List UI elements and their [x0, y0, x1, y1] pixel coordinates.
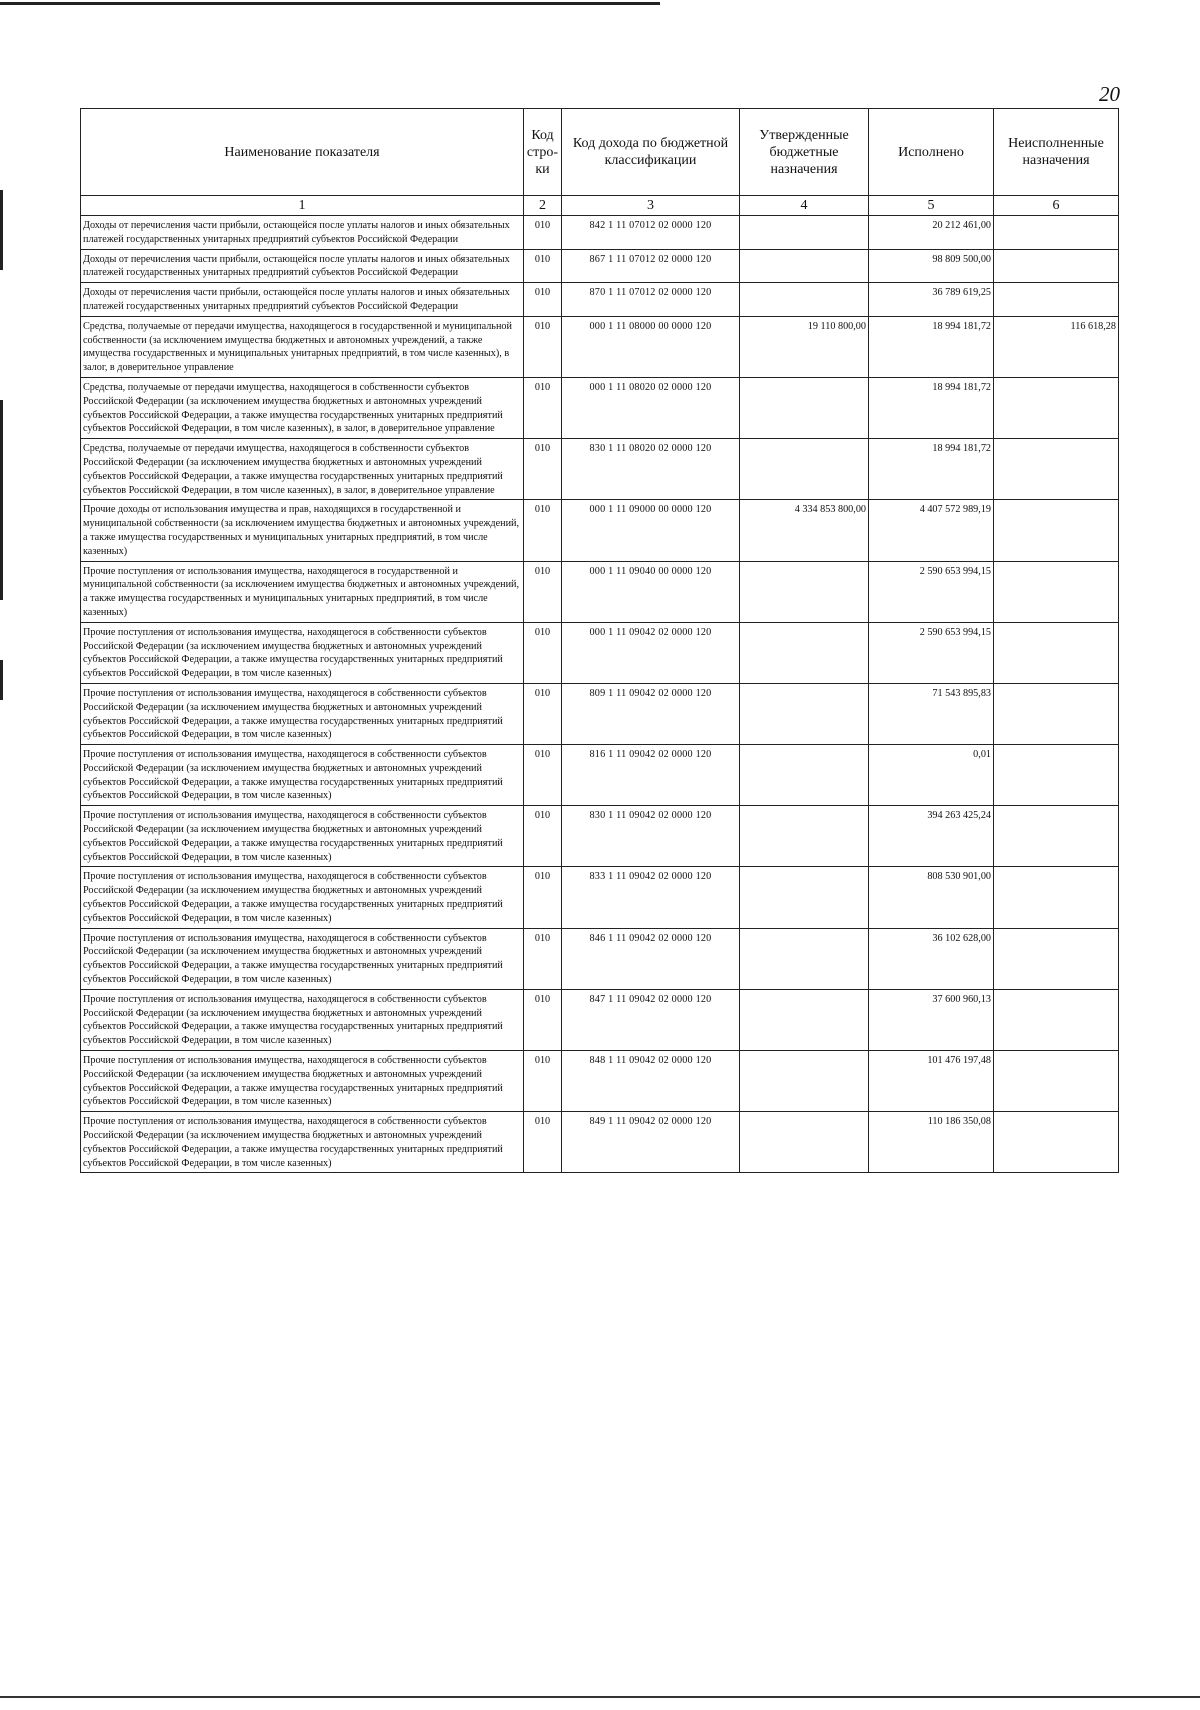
column-number: 3 [562, 196, 740, 216]
row-approved-cell [740, 745, 869, 806]
header-name: Наименование показателя [81, 109, 524, 196]
table-row [81, 745, 1119, 806]
row-name-cell: Прочие поступления от использования имущества, находящегося в собственности субъектов Российской Федерации (за исключением имущества бюджетных и автономных учреждений субъектов Российской Федерации, а также имущества государственных унитарных предприятий субъектов Российской Федерации, в том числе казенных) [81, 683, 524, 744]
row-approved-cell [740, 683, 869, 744]
row-unexecuted-cell [994, 500, 1119, 561]
row-executed-cell: 71 543 895,83 [869, 683, 994, 744]
row-approved-cell [740, 216, 869, 250]
row-name-cell: Прочие поступления от использования имущества, находящегося в собственности субъектов Российской Федерации (за исключением имущества бюджетных и автономных учреждений субъектов Российской Федерации, а также имущества государственных унитарных предприятий субъектов Российской Федерации, в том числе казенных) [81, 989, 524, 1050]
row-unexecuted-cell [994, 561, 1119, 622]
row-approved-cell [740, 806, 869, 867]
row-unexecuted-cell [994, 867, 1119, 928]
table-row [81, 316, 1119, 377]
header-kbk: Код дохода по бюджетной классификации [562, 109, 740, 196]
row-executed-cell: 0,01 [869, 745, 994, 806]
row-executed-cell: 37 600 960,13 [869, 989, 994, 1050]
row-name-cell: Прочие доходы от использования имущества и прав, находящихся в государственной и муниципальной собственности (за исключением имущества бюджетных и автономных учреждений, а также имущества государственных и муниципальных унитарных предприятий, в том числе казенных) [81, 500, 524, 561]
scan-edge-mark [0, 660, 3, 700]
row-kbk-cell: 809 1 11 09042 02 0000 120 [562, 683, 740, 744]
row-unexecuted-cell [994, 249, 1119, 283]
row-approved-cell [740, 561, 869, 622]
column-number: 1 [81, 196, 524, 216]
row-approved-cell [740, 1051, 869, 1112]
row-approved-cell [740, 928, 869, 989]
row-code-cell: 010 [524, 683, 562, 744]
row-code-cell: 010 [524, 1051, 562, 1112]
row-executed-cell: 36 102 628,00 [869, 928, 994, 989]
row-approved-cell: 19 110 800,00 [740, 316, 869, 377]
column-number: 2 [524, 196, 562, 216]
table-row [81, 561, 1119, 622]
row-unexecuted-cell [994, 377, 1119, 438]
table-row [81, 1112, 1119, 1173]
row-unexecuted-cell [994, 683, 1119, 744]
table-row [81, 439, 1119, 500]
row-kbk-cell: 833 1 11 09042 02 0000 120 [562, 867, 740, 928]
row-kbk-cell: 000 1 11 09040 00 0000 120 [562, 561, 740, 622]
row-name-cell: Прочие поступления от использования имущества, находящегося в собственности субъектов Российской Федерации (за исключением имущества бюджетных и автономных учреждений субъектов Российской Федерации, а также имущества государственных унитарных предприятий субъектов Российской Федерации, в том числе казенных) [81, 867, 524, 928]
row-code-cell: 010 [524, 806, 562, 867]
row-approved-cell [740, 439, 869, 500]
row-name-cell: Прочие поступления от использования имущества, находящегося в собственности субъектов Российской Федерации (за исключением имущества бюджетных и автономных учреждений субъектов Российской Федерации, а также имущества государственных унитарных предприятий субъектов Российской Федерации, в том числе казенных) [81, 806, 524, 867]
table-row [81, 989, 1119, 1050]
header-row [81, 109, 1119, 196]
row-approved-cell [740, 1112, 869, 1173]
table-row [81, 500, 1119, 561]
row-executed-cell: 98 809 500,00 [869, 249, 994, 283]
row-name-cell: Прочие поступления от использования имущества, находящегося в собственности субъектов Российской Федерации (за исключением имущества бюджетных и автономных учреждений субъектов Российской Федерации, а также имущества государственных унитарных предприятий субъектов Российской Федерации, в том числе казенных) [81, 928, 524, 989]
row-kbk-cell: 000 1 11 08000 00 0000 120 [562, 316, 740, 377]
row-name-cell: Прочие поступления от использования имущества, находящегося в государственной и муниципальной собственности (за исключением имущества бюджетных и автономных учреждений, а также имущества государственных и муниципальных унитарных предприятий, в том числе казенных) [81, 561, 524, 622]
row-name-cell: Доходы от перечисления части прибыли, остающейся после уплаты налогов и иных обязательных платежей государственных унитарных предприятий субъектов Российской Федерации [81, 249, 524, 283]
row-executed-cell: 808 530 901,00 [869, 867, 994, 928]
header-unexecuted: Неисполненные назначения [994, 109, 1119, 196]
row-kbk-cell: 870 1 11 07012 02 0000 120 [562, 283, 740, 317]
row-kbk-cell: 847 1 11 09042 02 0000 120 [562, 989, 740, 1050]
row-kbk-cell: 830 1 11 09042 02 0000 120 [562, 806, 740, 867]
row-executed-cell: 20 212 461,00 [869, 216, 994, 250]
row-executed-cell: 4 407 572 989,19 [869, 500, 994, 561]
row-executed-cell: 2 590 653 994,15 [869, 622, 994, 683]
row-code-cell: 010 [524, 989, 562, 1050]
scan-edge-mark [0, 400, 3, 600]
row-kbk-cell: 816 1 11 09042 02 0000 120 [562, 745, 740, 806]
row-executed-cell: 101 476 197,48 [869, 1051, 994, 1112]
table-row [81, 216, 1119, 250]
row-unexecuted-cell [994, 1051, 1119, 1112]
header-approved: Утвержденные бюджетные назначения [740, 109, 869, 196]
row-code-cell: 010 [524, 249, 562, 283]
row-approved-cell [740, 283, 869, 317]
row-kbk-cell: 000 1 11 09000 00 0000 120 [562, 500, 740, 561]
row-executed-cell: 18 994 181,72 [869, 377, 994, 438]
row-kbk-cell: 846 1 11 09042 02 0000 120 [562, 928, 740, 989]
table-body [81, 216, 1119, 1173]
table-row [81, 283, 1119, 317]
row-approved-cell: 4 334 853 800,00 [740, 500, 869, 561]
table-row [81, 622, 1119, 683]
row-approved-cell [740, 622, 869, 683]
scan-top-border [0, 2, 660, 5]
row-code-cell: 010 [524, 283, 562, 317]
table-row [81, 1051, 1119, 1112]
header-executed: Исполнено [869, 109, 994, 196]
row-name-cell: Доходы от перечисления части прибыли, остающейся после уплаты налогов и иных обязательных платежей государственных унитарных предприятий субъектов Российской Федерации [81, 216, 524, 250]
column-number: 5 [869, 196, 994, 216]
row-unexecuted-cell [994, 216, 1119, 250]
row-name-cell: Средства, получаемые от передачи имущества, находящегося в собственности субъектов Российской Федерации (за исключением имущества бюджетных и автономных учреждений субъектов Российской Федерации, а также имущества государственных унитарных предприятий субъектов Российской Федерации, в том числе казенных), в залог, в доверительное управление [81, 439, 524, 500]
table-row [81, 867, 1119, 928]
table-row [81, 683, 1119, 744]
row-name-cell: Средства, получаемые от передачи имущества, находящегося в государственной и муниципальной собственности (за исключением имущества бюджетных и автономных учреждений, а также имущества государственных и муниципальных унитарных предприятий, в том числе казенных), в залог, в доверительное управление [81, 316, 524, 377]
row-kbk-cell: 000 1 11 09042 02 0000 120 [562, 622, 740, 683]
row-code-cell: 010 [524, 377, 562, 438]
row-executed-cell: 18 994 181,72 [869, 316, 994, 377]
row-code-cell: 010 [524, 439, 562, 500]
row-unexecuted-cell [994, 928, 1119, 989]
row-name-cell: Прочие поступления от использования имущества, находящегося в собственности субъектов Российской Федерации (за исключением имущества бюджетных и автономных учреждений субъектов Российской Федерации, а также имущества государственных унитарных предприятий субъектов Российской Федерации, в том числе казенных) [81, 745, 524, 806]
row-code-cell: 010 [524, 622, 562, 683]
row-kbk-cell: 000 1 11 08020 02 0000 120 [562, 377, 740, 438]
row-approved-cell [740, 989, 869, 1050]
row-unexecuted-cell [994, 1112, 1119, 1173]
column-number-row [81, 196, 1119, 216]
table-header [81, 109, 1119, 216]
scan-edge-mark [0, 190, 3, 270]
column-number: 4 [740, 196, 869, 216]
column-number: 6 [994, 196, 1119, 216]
row-unexecuted-cell: 116 618,28 [994, 316, 1119, 377]
table-row [81, 249, 1119, 283]
row-code-cell: 010 [524, 867, 562, 928]
page-number: 20 [1099, 82, 1120, 106]
row-kbk-cell: 842 1 11 07012 02 0000 120 [562, 216, 740, 250]
row-kbk-cell: 848 1 11 09042 02 0000 120 [562, 1051, 740, 1112]
row-code-cell: 010 [524, 500, 562, 561]
row-executed-cell: 2 590 653 994,15 [869, 561, 994, 622]
row-approved-cell [740, 377, 869, 438]
row-name-cell: Средства, получаемые от передачи имущества, находящегося в собственности субъектов Российской Федерации (за исключением имущества бюджетных и автономных учреждений субъектов Российской Федерации, а также имущества государственных унитарных предприятий субъектов Российской Федерации, в том числе казенных), в залог, в доверительное управление [81, 377, 524, 438]
row-name-cell: Прочие поступления от использования имущества, находящегося в собственности субъектов Российской Федерации (за исключением имущества бюджетных и автономных учреждений субъектов Российской Федерации, а также имущества государственных унитарных предприятий субъектов Российской Федерации, в том числе казенных) [81, 1112, 524, 1173]
row-executed-cell: 36 789 619,25 [869, 283, 994, 317]
row-executed-cell: 18 994 181,72 [869, 439, 994, 500]
budget-report-table [80, 108, 1119, 1173]
row-code-cell: 010 [524, 745, 562, 806]
row-unexecuted-cell [994, 439, 1119, 500]
row-code-cell: 010 [524, 561, 562, 622]
row-code-cell: 010 [524, 216, 562, 250]
row-kbk-cell: 867 1 11 07012 02 0000 120 [562, 249, 740, 283]
row-code-cell: 010 [524, 316, 562, 377]
row-kbk-cell: 830 1 11 08020 02 0000 120 [562, 439, 740, 500]
row-name-cell: Прочие поступления от использования имущества, находящегося в собственности субъектов Российской Федерации (за исключением имущества бюджетных и автономных учреждений субъектов Российской Федерации, а также имущества государственных унитарных предприятий субъектов Российской Федерации, в том числе казенных) [81, 622, 524, 683]
table-row [81, 928, 1119, 989]
row-name-cell: Доходы от перечисления части прибыли, остающейся после уплаты налогов и иных обязательных платежей государственных унитарных предприятий субъектов Российской Федерации [81, 283, 524, 317]
scan-bottom-border [0, 1696, 1200, 1698]
table-row [81, 377, 1119, 438]
row-code-cell: 010 [524, 928, 562, 989]
row-unexecuted-cell [994, 283, 1119, 317]
row-kbk-cell: 849 1 11 09042 02 0000 120 [562, 1112, 740, 1173]
row-executed-cell: 110 186 350,08 [869, 1112, 994, 1173]
row-code-cell: 010 [524, 1112, 562, 1173]
table-row [81, 806, 1119, 867]
row-approved-cell [740, 867, 869, 928]
row-unexecuted-cell [994, 745, 1119, 806]
row-unexecuted-cell [994, 806, 1119, 867]
row-executed-cell: 394 263 425,24 [869, 806, 994, 867]
row-unexecuted-cell [994, 622, 1119, 683]
row-name-cell: Прочие поступления от использования имущества, находящегося в собственности субъектов Российской Федерации (за исключением имущества бюджетных и автономных учреждений субъектов Российской Федерации, а также имущества государственных унитарных предприятий субъектов Российской Федерации, в том числе казенных) [81, 1051, 524, 1112]
row-unexecuted-cell [994, 989, 1119, 1050]
header-row-code: Код стро- ки [524, 109, 562, 196]
row-approved-cell [740, 249, 869, 283]
